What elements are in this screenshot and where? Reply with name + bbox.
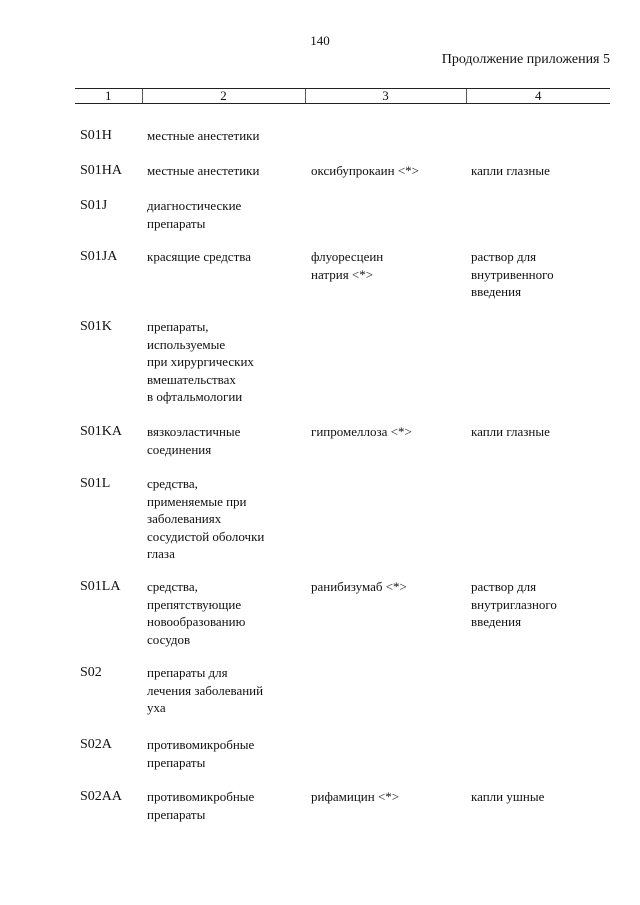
drug-name	[311, 248, 383, 283]
pharmacological-group-line: заболеваниях	[147, 511, 222, 526]
pharmacological-group-line: новообразованию	[147, 614, 246, 629]
column-header-3: 3	[305, 89, 466, 104]
drug-name-line: натрия <*>	[311, 266, 374, 282]
drug-name-line: оксибупрокаин <*>	[311, 163, 420, 178]
atc-code-line: S01HA	[80, 163, 123, 178]
dosage-form-line: внутриглазного	[471, 596, 557, 612]
dosage-form-line: введения	[471, 284, 522, 299]
atc-code-line: S01K	[80, 319, 112, 334]
drug-name	[311, 162, 419, 180]
pharmacological-group-line: противомикробные	[147, 737, 255, 752]
pharmacological-group-line: глаза	[147, 546, 175, 561]
pharmacological-group	[147, 248, 251, 266]
column-header-4: 4	[466, 89, 610, 104]
pharmacological-group	[147, 127, 259, 145]
dosage-form	[471, 162, 550, 180]
drug-name-line: гипромеллоза <*>	[311, 424, 412, 439]
atc-code	[80, 197, 107, 215]
pharmacological-group-line: уха	[147, 700, 166, 715]
dosage-form	[471, 788, 544, 806]
pharmacological-group-line: сосудов	[147, 631, 191, 647]
pharmacological-group-line: соединения	[147, 441, 212, 457]
drug-name	[311, 423, 412, 441]
atc-code	[80, 578, 120, 596]
atc-code	[80, 162, 122, 180]
pharmacological-group-line: местные анестетики	[147, 163, 260, 178]
atc-code-line: S01LA	[80, 579, 121, 594]
atc-code	[80, 248, 117, 266]
dosage-form-line: раствор для	[471, 579, 537, 594]
atc-code	[80, 736, 112, 754]
appendix-continuation-note: Продолжение приложения 5	[441, 52, 610, 67]
pharmacological-group	[147, 578, 245, 648]
column-header-1: 1	[75, 89, 142, 104]
dosage-form-line: внутривенного	[471, 266, 554, 282]
pharmacological-group	[147, 736, 254, 771]
pharmacological-group-line: средства,	[147, 476, 198, 491]
drug-name	[311, 788, 399, 806]
atc-code-line: S01KA	[80, 424, 123, 439]
atc-code-line: S01JA	[80, 249, 118, 264]
atc-code	[80, 664, 102, 682]
pharmacological-group	[147, 162, 259, 180]
atc-code	[80, 127, 112, 145]
pharmacological-group	[147, 197, 241, 232]
pharmacological-group-line: используемые	[147, 336, 226, 352]
dosage-form	[471, 578, 557, 631]
atc-code	[80, 475, 110, 493]
pharmacological-group-line: красящие средства	[147, 249, 251, 264]
drug-name	[311, 578, 407, 596]
drug-name-line: ранибизумаб <*>	[311, 579, 407, 594]
column-header-2: 2	[142, 89, 305, 104]
atc-code-line: S02AA	[80, 789, 123, 804]
pharmacological-group	[147, 788, 254, 823]
atc-code-line: S01H	[80, 128, 112, 143]
pharmacological-group-line: применяемые при	[147, 493, 247, 509]
pharmacological-group	[147, 664, 263, 717]
dosage-form-line: капли глазные	[471, 424, 550, 439]
dosage-form-line: капли ушные	[471, 789, 545, 804]
dosage-form	[471, 248, 554, 301]
pharmacological-group-line: препараты	[147, 215, 206, 231]
atc-code-line: S01L	[80, 476, 111, 491]
pharmacological-group	[147, 318, 254, 406]
drug-name-line: флуоресцеин	[311, 249, 384, 264]
pharmacological-group-line: средства,	[147, 579, 198, 594]
pharmacological-group-line: препятствующие	[147, 596, 242, 612]
dosage-form-line: раствор для	[471, 249, 537, 264]
dosage-form	[471, 423, 550, 441]
drug-name-line: рифамицин <*>	[311, 789, 400, 804]
atc-code-line: S01J	[80, 198, 108, 213]
dosage-form-line: введения	[471, 614, 522, 629]
pharmacological-group-line: вмешательствах	[147, 371, 236, 387]
pharmacological-group-line: в офтальмологии	[147, 389, 243, 404]
atc-code-line: S02A	[80, 737, 112, 752]
pharmacological-group-line: сосудистой оболочки	[147, 528, 265, 544]
pharmacological-group-line: при хирургических	[147, 354, 254, 369]
pharmacological-group-line: препараты	[147, 806, 206, 822]
pharmacological-group-line: вязкоэластичные	[147, 424, 241, 439]
atc-code	[80, 423, 122, 441]
pharmacological-group-line: лечения заболеваний	[147, 682, 264, 698]
pharmacological-group-line: диагностические	[147, 198, 242, 213]
pharmacological-group	[147, 475, 264, 563]
pharmacological-group-line: местные анестетики	[147, 128, 260, 143]
pharmacological-group	[147, 423, 240, 458]
atc-code-line: S02	[80, 665, 102, 680]
atc-code	[80, 318, 112, 336]
pharmacological-group-line: препараты для	[147, 665, 228, 680]
pharmacological-group-line: препараты,	[147, 319, 209, 334]
page-number: 140	[310, 33, 330, 48]
atc-code	[80, 788, 122, 806]
pharmacological-group-line: препараты	[147, 754, 206, 770]
dosage-form-line: капли глазные	[471, 163, 550, 178]
pharmacological-group-line: противомикробные	[147, 789, 255, 804]
